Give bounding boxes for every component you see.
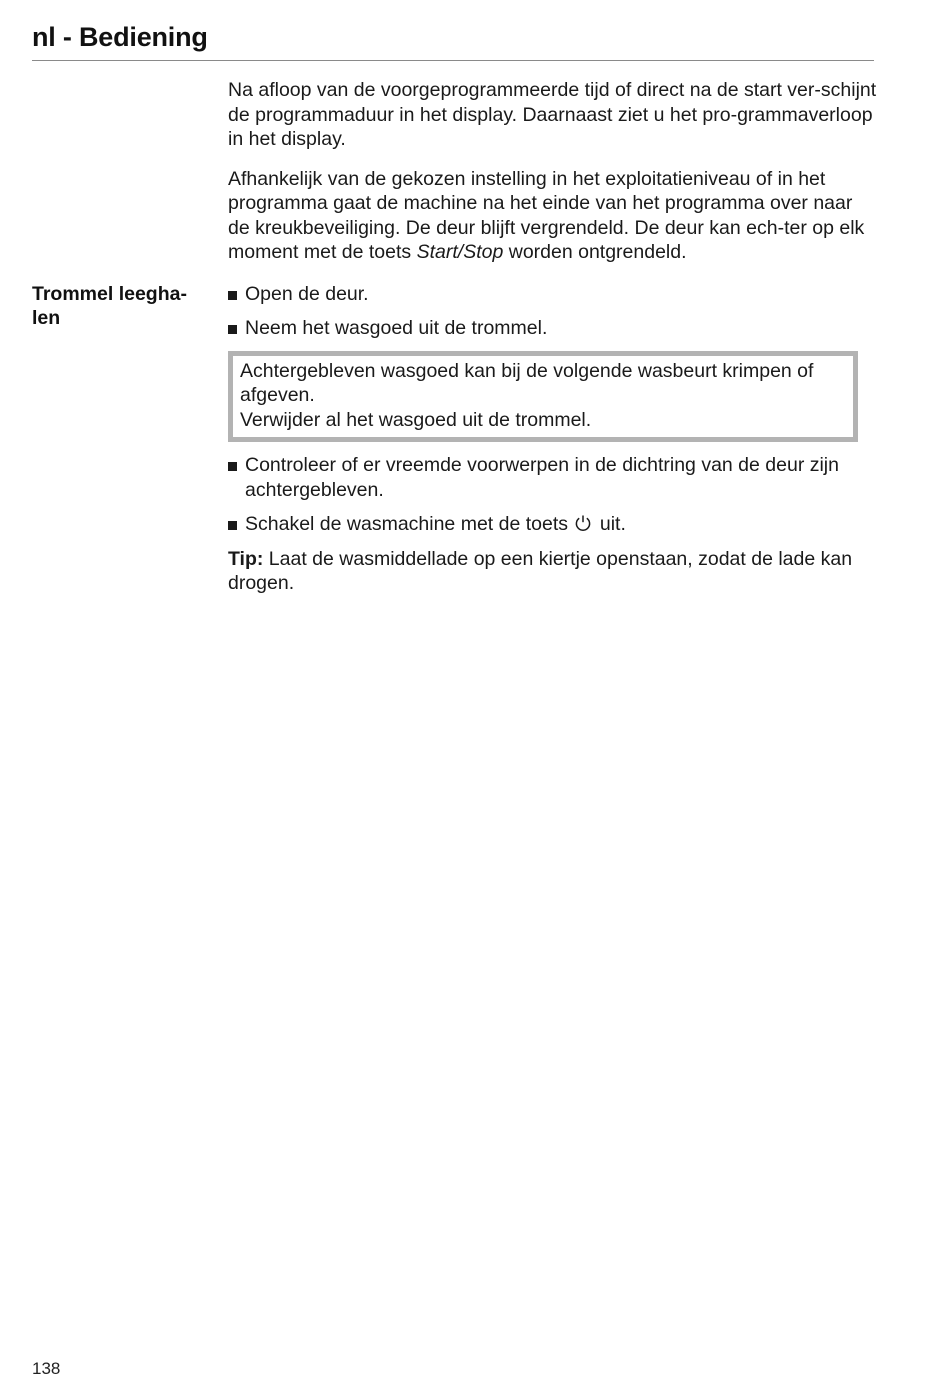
list-item-text: Schakel de wasmachine met de toets [245, 513, 574, 535]
tip-paragraph [228, 547, 878, 596]
page-number: 138 [32, 1359, 61, 1378]
tip-label: Tip: [228, 547, 264, 570]
square-bullet-icon [228, 325, 237, 334]
list-item-text: Open de deur. [245, 282, 369, 305]
intro-paragraph-2 [228, 167, 878, 265]
section-heading: Trommel leegha- len [32, 283, 187, 329]
square-bullet-icon [228, 521, 237, 530]
page-header [32, 20, 874, 61]
list-item-text-end: uit. [594, 513, 626, 535]
main-content [228, 78, 878, 611]
start-stop-key-label: Start/Stop [416, 241, 504, 263]
intro-paragraph-1: Na afloop van de voorgeprogrammeerde tijd of direct na de start ver-schijnt de programmaduur in het display. Daarnaast ziet u het pro-grammaverloop in het display. [228, 79, 877, 150]
warning-text-1: Achtergebleven wasgoed kan bij de volgende wasbeurt krimpen of afgeven. [240, 359, 814, 406]
list-item [228, 453, 878, 502]
intro-paragraph-2-end: worden ontgrendeld. [503, 241, 687, 263]
warning-text-2: Verwijder al het wasgoed uit de trommel. [240, 408, 592, 431]
list-item [228, 316, 878, 341]
power-icon [574, 514, 592, 532]
list-item-text: Neem het wasgoed uit de trommel. [245, 317, 548, 339]
list-item [228, 512, 878, 537]
warning-box [228, 351, 858, 443]
list-item [228, 282, 878, 307]
tip-text: Laat de wasmiddellade op een kiertje openstaan, zodat de lade kan drogen. [228, 547, 853, 594]
intro-paragraph-2-text: Afhankelijk van de gekozen instelling in het exploitatieniveau of in het programma gaat de machine na het einde van het programma over naar de kreukbeveiliging. De deur blijft vergrendeld. De deur kan ech-ter op elk moment met de toets [228, 167, 865, 263]
square-bullet-icon [228, 291, 237, 300]
page-title: nl - Bediening [32, 22, 208, 52]
list-item-text: Controleer of er vreemde voorwerpen in de dichtring van de deur zijn achtergebleven. [245, 454, 839, 501]
square-bullet-icon [228, 462, 237, 471]
